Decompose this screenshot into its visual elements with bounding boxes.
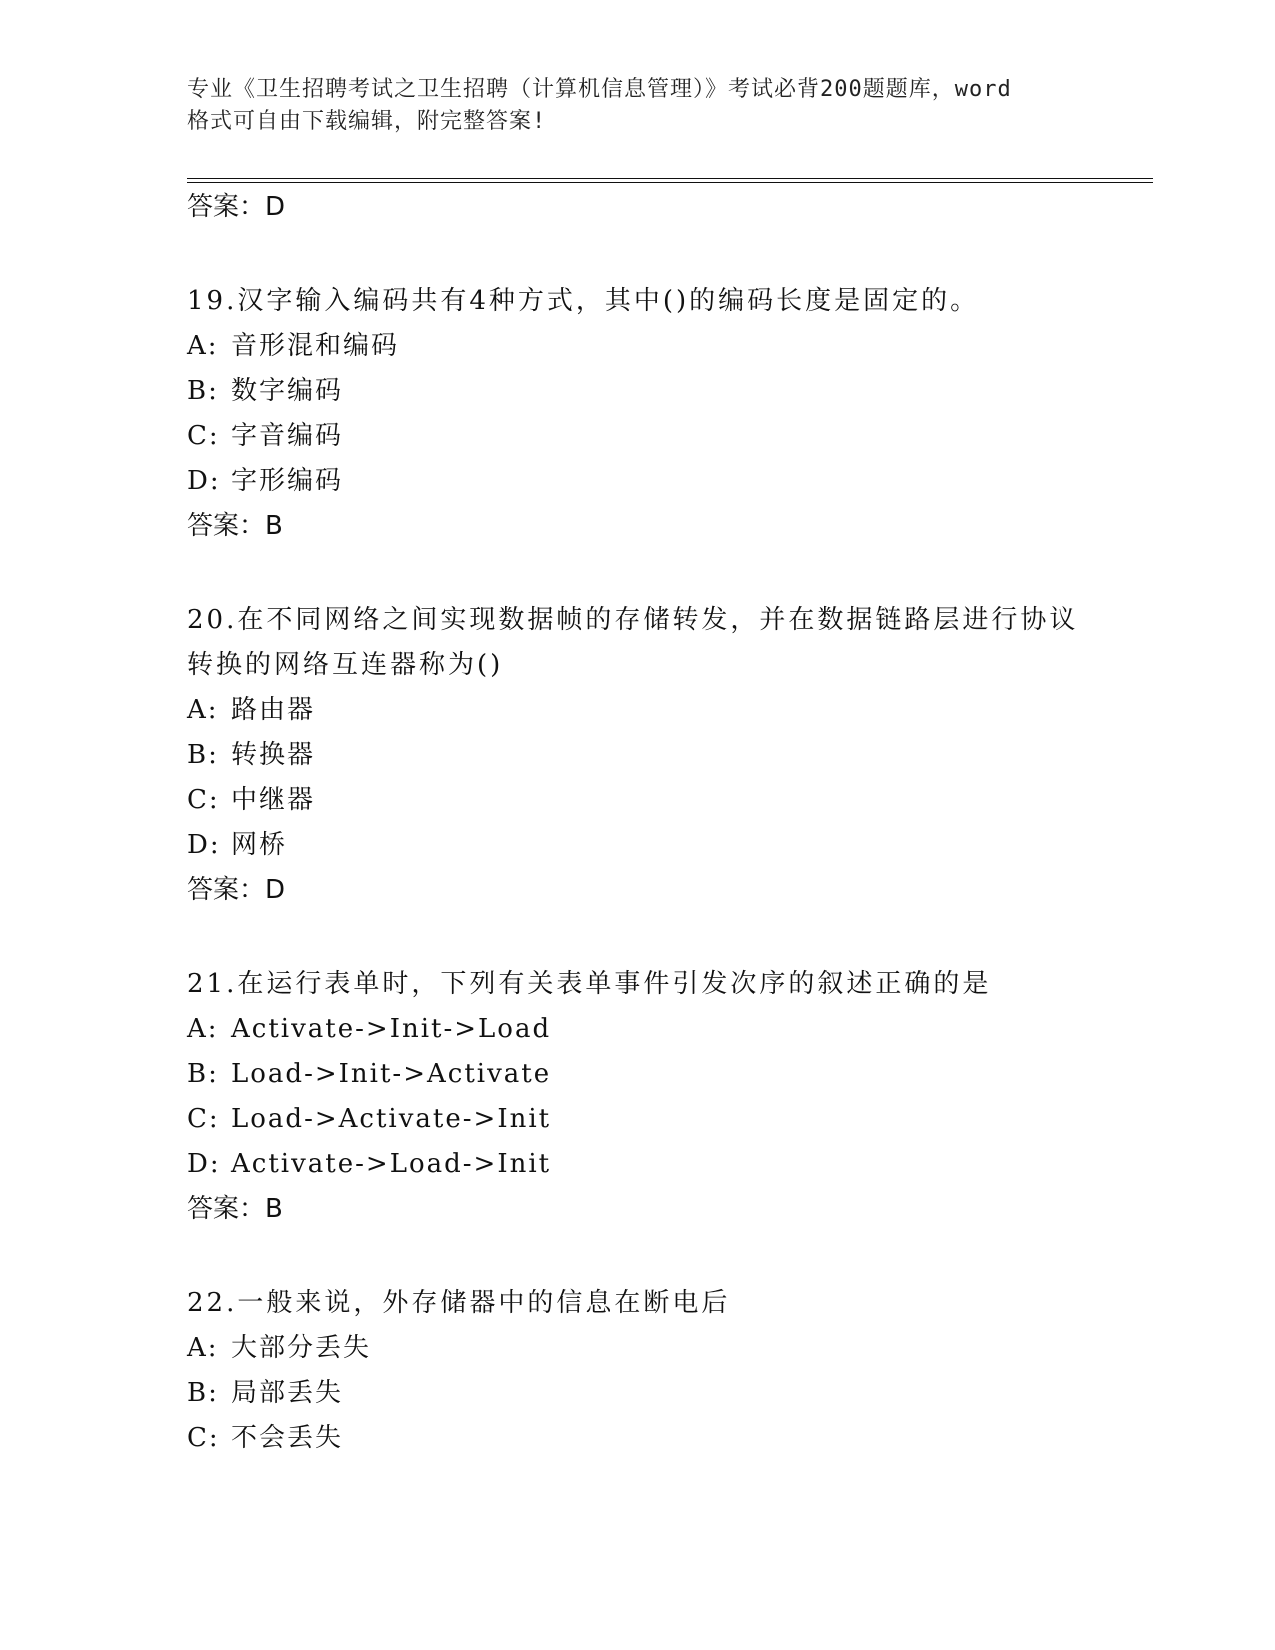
option-letter: A: [187, 1333, 219, 1363]
question-text: 20.在不同网络之间实现数据帧的存储转发，并在数据链路层进行协议转换的网络互连器称为() [187, 605, 1079, 680]
answer-line: 答案：D [187, 875, 286, 905]
option-text: Activate->Load->Init [231, 1149, 552, 1179]
option-a [187, 1007, 1107, 1052]
option-letter: C: [187, 1104, 220, 1134]
option-letter: D: [187, 830, 221, 860]
question-text: 21.在运行表单时，下列有关表单事件引发次序的叙述正确的是 [187, 969, 992, 999]
option-text: 局部丢失 [231, 1378, 344, 1408]
option-c [187, 1416, 1107, 1461]
answer-line: 答案：B [187, 511, 283, 541]
option-letter: B: [187, 740, 219, 770]
option-letter: B: [187, 1059, 219, 1089]
question-text: 22.一般来说，外存储器中的信息在断电后 [187, 1288, 731, 1318]
option-text: 网桥 [231, 830, 288, 860]
option-letter: C: [187, 785, 220, 815]
question-22 [187, 1281, 1107, 1461]
option-text: 转换器 [231, 740, 316, 770]
option-text: Activate->Init->Load [231, 1014, 552, 1044]
header-line-1: 专业《卫生招聘考试之卫生招聘（计算机信息管理）》考试必背200题题库，word [187, 77, 1012, 102]
option-letter: A: [187, 1014, 219, 1044]
option-c [187, 778, 1107, 823]
option-d [187, 823, 1107, 868]
option-a [187, 688, 1107, 733]
option-c [187, 1097, 1107, 1142]
option-text: 路由器 [231, 695, 316, 725]
header-divider [187, 178, 1153, 183]
question-19 [187, 279, 1107, 548]
option-letter: A: [187, 331, 219, 361]
document-body [187, 185, 1107, 1461]
option-letter: D: [187, 1149, 221, 1179]
option-text: 字形编码 [231, 466, 344, 496]
option-text: 数字编码 [231, 376, 344, 406]
page-header [187, 74, 1087, 138]
option-letter: D: [187, 466, 221, 496]
option-letter: C: [187, 421, 220, 451]
answer-line: 答案：B [187, 1194, 283, 1224]
option-c [187, 414, 1107, 459]
option-letter: C: [187, 1423, 220, 1453]
option-text: 中继器 [231, 785, 316, 815]
question-text: 19.汉字输入编码共有4种方式，其中()的编码长度是固定的。 [187, 286, 980, 316]
option-b [187, 1052, 1107, 1097]
option-d [187, 459, 1107, 504]
option-text: 不会丢失 [231, 1423, 344, 1453]
option-b [187, 1371, 1107, 1416]
option-b [187, 369, 1107, 414]
option-text: 字音编码 [231, 421, 344, 451]
header-line-2: 格式可自由下载编辑，附完整答案! [187, 109, 547, 134]
answer-line: 答案：D [187, 192, 286, 222]
question-20 [187, 598, 1107, 912]
option-text: 音形混和编码 [231, 331, 400, 361]
option-text: Load->Activate->Init [231, 1104, 552, 1134]
option-a [187, 1326, 1107, 1371]
option-b [187, 733, 1107, 778]
option-letter: B: [187, 376, 219, 406]
option-letter: A: [187, 695, 219, 725]
question-21 [187, 962, 1107, 1231]
option-text: Load->Init->Activate [231, 1059, 552, 1089]
option-letter: B: [187, 1378, 219, 1408]
option-a [187, 324, 1107, 369]
option-d [187, 1142, 1107, 1187]
option-text: 大部分丢失 [231, 1333, 372, 1363]
